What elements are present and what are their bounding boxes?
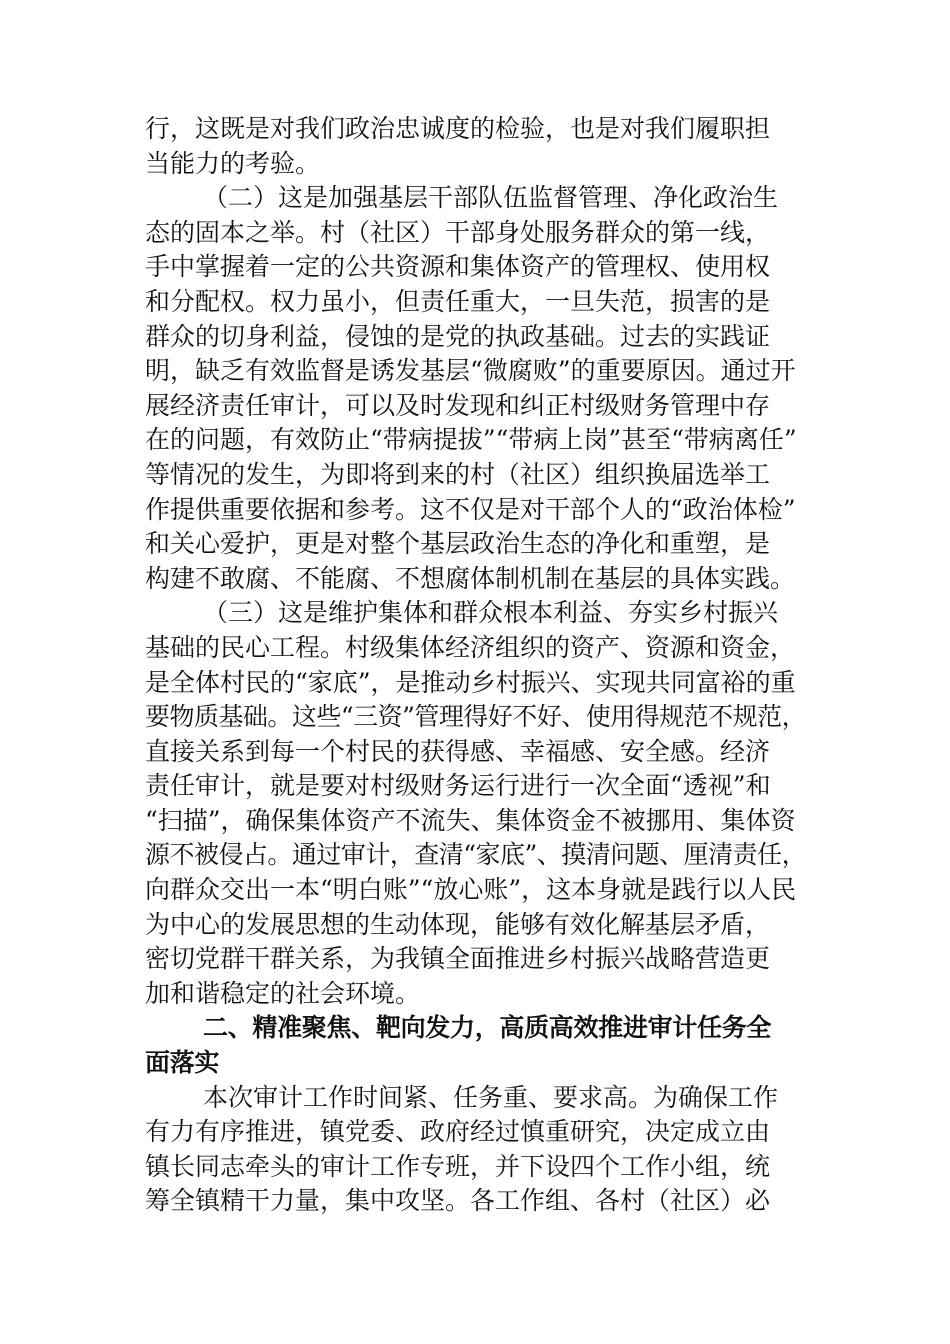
text-line: 基础的民心工程。村级集体经济组织的资产、资源和资金， xyxy=(145,632,796,662)
text-line: “扫描”，确保集体资产不流失、集体资金不被挪用、集体资 xyxy=(145,805,796,835)
text-line: 要物质基础。这些“三资”管理得好不好、使用得规范不规范， xyxy=(145,702,807,732)
text-line: 行，这既是对我们政治忠诚度的检验，也是对我们履职担 xyxy=(145,114,771,143)
text-line: 是全体村民的“家底”，是推动乡村振兴、实现共同富裕的重 xyxy=(145,667,796,697)
text-line: 明，缺乏有效监督是诱发基层“微腐败”的重要原因。通过开 xyxy=(145,356,796,386)
text-line: 直接关系到每一个村民的获得感、幸福感、安全感。经济 xyxy=(145,736,771,766)
text-line: 构建不敢腐、不能腐、不想腐体制机制在基层的具体实践。 xyxy=(145,563,796,593)
text-line: 展经济责任审计，可以及时发现和纠正村级财务管理中存 xyxy=(145,390,771,420)
text-line: 筹全镇精干力量，集中攻坚。各工作组、各村（社区）必 xyxy=(145,1186,771,1216)
text-line: 在的问题，有效防止“带病提拔”“带病上岗”甚至“带病离任” xyxy=(145,425,797,455)
body-text xyxy=(145,112,807,1219)
text-line: 加和谐稳定的社会环境。 xyxy=(145,978,421,1008)
section-heading-line: 二、精准聚焦、靶向发力，高质高效推进审计任务全 xyxy=(203,1013,772,1043)
text-line: 源不被侵占。通过审计，查清“家底”、摸清问题、厘清责任， xyxy=(145,840,807,870)
text-line: （三）这是维护集体和群众根本利益、夯实乡村振兴 xyxy=(203,598,779,628)
text-line: 镇长同志牵头的审计工作专班，并下设四个工作小组，统 xyxy=(145,1151,771,1181)
text-line: 和关心爱护，更是对整个基层政治生态的净化和重塑，是 xyxy=(145,529,771,559)
text-line: （二）这是加强基层干部队伍监督管理、净化政治生 xyxy=(203,183,779,213)
text-line: 本次审计工作时间紧、任务重、要求高。为确保工作 xyxy=(203,1082,779,1112)
text-line: 态的固本之举。村（社区）干部身处服务群众的第一线， xyxy=(145,217,771,247)
text-line: 作提供重要依据和参考。这不仅是对干部个人的“政治体检” xyxy=(145,494,796,524)
text-line: 等情况的发生，为即将到来的村（社区）组织换届选举工 xyxy=(145,459,771,489)
text-line: 有力有序推进，镇党委、政府经过慎重研究，决定成立由 xyxy=(145,1117,771,1147)
text-line: 向群众交出一本“明白账”“放心账”，这本身就是践行以人民 xyxy=(145,875,797,905)
text-line: 当能力的考验。 xyxy=(145,148,321,178)
text-line: 责任审计，就是要对村级财务运行进行一次全面“透视”和 xyxy=(145,771,771,801)
text-line: 为中心的发展思想的生动体现，能够有效化解基层矛盾， xyxy=(145,909,771,939)
text-line: 手中掌握着一定的公共资源和集体资产的管理权、使用权 xyxy=(145,252,771,282)
text-line: 和分配权。权力虽小，但责任重大，一旦失范，损害的是 xyxy=(145,286,771,316)
section-heading-line: 面落实 xyxy=(145,1048,220,1078)
text-line: 群众的切身利益，侵蚀的是党的执政基础。过去的实践证 xyxy=(145,321,771,351)
text-line: 密切党群干群关系，为我镇全面推进乡村振兴战略营造更 xyxy=(145,944,771,974)
